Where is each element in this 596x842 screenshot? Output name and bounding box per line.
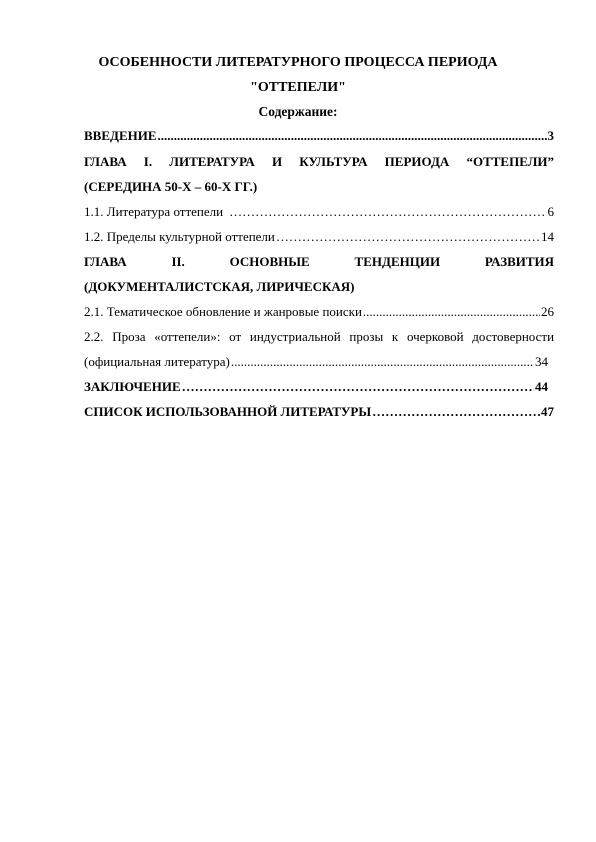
document-title-line2: "ОТТЕПЕЛИ" (250, 80, 346, 95)
toc-leader-dots (276, 229, 540, 245)
word: к (391, 329, 399, 344)
word: ЛИТЕРАТУРА (169, 154, 255, 169)
toc-entry-2-1[interactable] (84, 304, 554, 320)
word: Проза (112, 329, 146, 344)
word: 2.2. (84, 329, 104, 344)
word: очерковой (406, 329, 464, 344)
word: ПЕРИОДА (384, 154, 450, 169)
word: от (229, 329, 242, 344)
toc-leader-dots (229, 204, 546, 220)
word: РАЗВИТИЯ (484, 254, 555, 269)
word: достоверности (472, 329, 555, 344)
toc-page-number: 3 (547, 128, 554, 143)
word: ГЛАВА (84, 254, 127, 269)
toc-leader-dots (231, 354, 534, 370)
toc-entry-label: (официальная литература) (84, 354, 230, 369)
word: ОСНОВНЫЕ (229, 254, 310, 269)
toc-chapter1-line2[interactable]: (СЕРЕДИНА 50-Х – 60-Х ГГ.) (84, 179, 258, 194)
toc-entry-label: 1.1. Литература оттепели (84, 204, 224, 219)
toc-entry-intro[interactable] (84, 128, 554, 144)
toc-page-number: 14 (541, 229, 554, 244)
toc-entry-conclusion[interactable] (84, 379, 548, 395)
toc-entry-2-2-line1[interactable] (84, 329, 554, 345)
word: “ОТТЕПЕЛИ” (466, 154, 555, 169)
toc-entry-label: СПИСОК ИСПОЛЬЗОВАННОЙ ЛИТЕРАТУРЫ (84, 404, 372, 419)
toc-page-number: 47 (541, 404, 554, 419)
toc-entry-1-2[interactable] (84, 229, 554, 245)
toc-entry-references[interactable] (84, 404, 554, 420)
word: «оттепели»: (154, 329, 221, 344)
toc-entry-label: 2.1. Тематическое обновление и жанровые поиски (84, 304, 362, 319)
toc-chapter2-line1[interactable] (84, 254, 554, 270)
toc-entry-label: ВВЕДЕНИЕ (84, 128, 157, 143)
toc-entry-label: ЗАКЛЮЧЕНИЕ (84, 379, 181, 394)
word: ТЕНДЕНЦИИ (354, 254, 441, 269)
toc-chapter2-line2[interactable]: (ДОКУМЕНТАЛИСТСКАЯ, ЛИРИЧЕСКАЯ) (84, 279, 355, 294)
word: И (272, 154, 283, 169)
toc-leader-dots (363, 304, 540, 320)
toc-page-number: 34 (535, 354, 548, 369)
word: ГЛАВА (84, 154, 127, 169)
toc-page-number: 44 (535, 379, 548, 394)
toc-leader-dots (372, 404, 540, 420)
toc-entry-1-1[interactable] (84, 204, 554, 220)
document-title-line1: ОСОБЕННОСТИ ЛИТЕРАТУРНОГО ПРОЦЕССА ПЕРИОДА (98, 55, 498, 70)
word: прозы (349, 329, 384, 344)
toc-leader-dots (182, 379, 534, 395)
toc-entry-2-2-line2[interactable] (84, 354, 548, 370)
toc-chapter1-line1[interactable] (84, 154, 554, 170)
word: индустриальной (249, 329, 341, 344)
toc-page-number: 26 (541, 304, 554, 319)
contents-heading: Содержание: (258, 104, 338, 119)
toc-page-number: 6 (547, 204, 554, 219)
word: II. (171, 254, 185, 269)
toc-leader-dots (158, 128, 547, 144)
word: I. (143, 154, 153, 169)
toc-entry-label: 1.2. Пределы культурной оттепели (84, 229, 275, 244)
word: КУЛЬТУРА (299, 154, 368, 169)
